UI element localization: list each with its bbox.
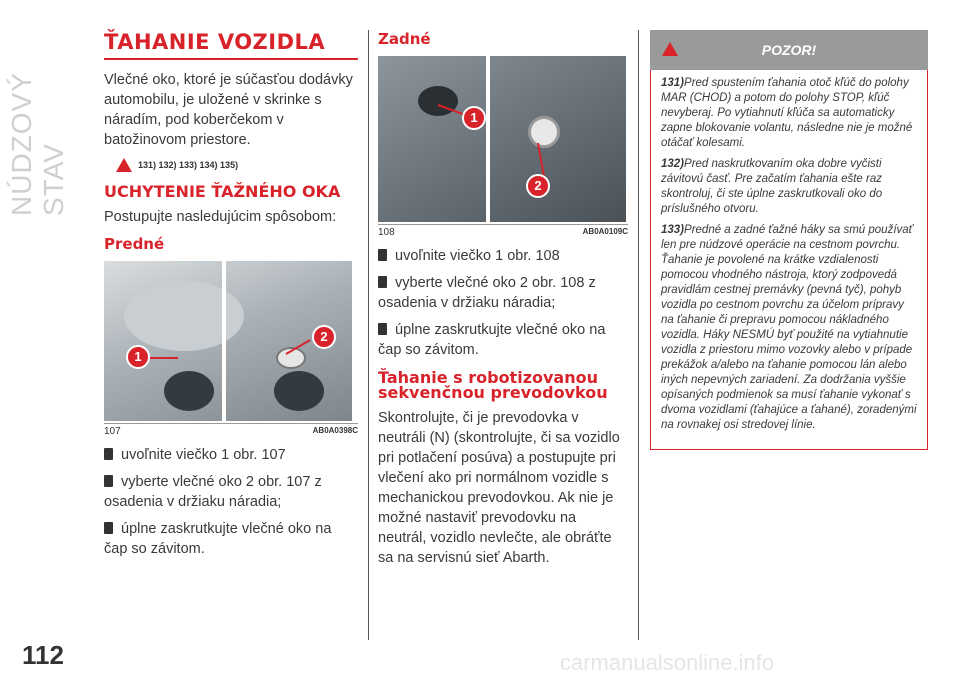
list-item: úplne zaskrutkujte vlečné oko na čap so závitom.: [104, 521, 332, 557]
bullet-icon: [378, 249, 387, 261]
warning-references: [116, 158, 358, 172]
section-text: Skontrolujte, či je prevodovka v neutráli (N) (skontrolujte, či sa vozidlo pri potlačení posúva) a postupujte pri vlečení ako pri normálnom vozidle s mechanickou prevodovkou. Ak nie je možné nastaviť prevodovku na neutrál, vozidlo nevlečte, ale obráťte sa na servisnú sieť Abarth.: [378, 410, 620, 566]
section-side-title: NÚDZOVÝ STAV: [6, 72, 69, 216]
warning-item: 133)Predné a zadné ťažné háky sa smú používať len pre núdzové operácie na cestnom povrchu. Ťahanie je povolené na krátke vzdialenosti pomocou vhodného nástroja, ktorý zodpovedá pravidlám cestnej premávky (pevná tyč), pohyb vozidla po cestnom povrchu za účelom prípravy na ťahanie či prepravu pomocou nákladného vozidla. Háky NESMÚ byť použité na vytiahnutie vozidla z priestoru mimo vozovky alebo v prípade prekážok a/alebo na ťahanie pomocou lán alebo iných nepevných zariadení. Za dodržania vyššie opísaných podmienok sa musí ťahanie vykonať s dvoma vozidlami (ťahajúce a ťahané), zoradenými na rovnakej osi stredovej línie.: [661, 224, 917, 431]
fog-light-shape: [164, 371, 214, 411]
watermark: carmanualsonline.info: [560, 650, 775, 675]
bullet-icon: [378, 276, 387, 288]
warning-header: [650, 30, 928, 70]
callout-2: 2: [312, 325, 336, 349]
fog-light-shape: [274, 371, 324, 411]
figure-code: AB0A0398C: [312, 426, 358, 435]
page-title: ŤAHANIE VOZIDLA: [104, 30, 358, 60]
intro-text: Vlečné oko, ktoré je súčasťou dodávky automobilu, je uložené v skrinke s náradím, pod koberčekom v batožinovom priestore.: [104, 72, 353, 148]
section-text: Postupujte nasledujúcim spôsobom:: [104, 209, 337, 225]
subsection-heading: Zadné: [378, 30, 431, 48]
warning-icon: [116, 158, 132, 172]
bumper-shape: [124, 281, 244, 351]
warning-body: [650, 70, 928, 450]
bullet-icon: [104, 475, 113, 487]
list-item: úplne zaskrutkujte vlečné oko na čap so závitom.: [378, 322, 606, 358]
warning-box: [650, 30, 928, 450]
figure-split: [222, 261, 226, 421]
figure-caption: [378, 224, 628, 238]
bullet-icon: [378, 323, 387, 335]
warning-icon: [662, 42, 678, 56]
column-divider: [368, 30, 369, 640]
list-item: uvoľnite viečko 1 obr. 107: [104, 445, 358, 465]
warning-title: POZOR!: [761, 42, 817, 58]
figure-number: 107: [104, 426, 121, 437]
callout-1: 1: [462, 106, 486, 130]
section-heading: UCHYTENIE ŤAŽNÉHO OKA: [104, 182, 341, 201]
tow-eye-shape: [528, 116, 560, 148]
bullet-icon: [104, 522, 113, 534]
figure-107: [104, 261, 352, 421]
list-item: vyberte vlečné oko 2 obr. 107 z osadenia v držiaku náradia;: [104, 474, 322, 510]
section-heading: Ťahanie s robotizovanou sekvenčnou prevodovkou: [378, 368, 608, 402]
figure-caption: [104, 423, 358, 437]
callout-line: [148, 357, 178, 359]
subsection-heading: Predné: [104, 235, 165, 253]
page-number: 112: [22, 640, 64, 670]
column-divider: [638, 30, 639, 640]
callout-2: 2: [526, 174, 550, 198]
figure-split: [486, 56, 490, 222]
warning-item: 132)Pred naskrutkovaním oka dobre vyčisti závitovú časť. Pre začatím ťahania ešte raz skontroluj, či ste úplne zaskrutkovali oko do príslušného otvoru.: [661, 158, 883, 215]
figure-108: [378, 56, 626, 222]
figure-number: 108: [378, 227, 395, 238]
warning-reference-numbers: 131) 132) 133) 134) 135): [138, 160, 239, 170]
callout-1: 1: [126, 345, 150, 369]
warning-item: 131)Pred spustením ťahania otoč kľúč do polohy MAR (CHOD) a potom do polohy STOP, kľúč nevyberaj. Po vytiahnutí kľúča sa automaticky zapne blokovanie volantu, následne nie je možné otáčať kolesami.: [661, 77, 913, 149]
figure-code: AB0A0109C: [582, 227, 628, 236]
column-2: [378, 30, 628, 576]
bullet-icon: [104, 448, 113, 460]
list-item: uvoľnite viečko 1 obr. 108: [378, 246, 628, 266]
column-1: [104, 30, 358, 566]
list-item: vyberte vlečné oko 2 obr. 108 z osadenia v držiaku náradia;: [378, 275, 596, 311]
